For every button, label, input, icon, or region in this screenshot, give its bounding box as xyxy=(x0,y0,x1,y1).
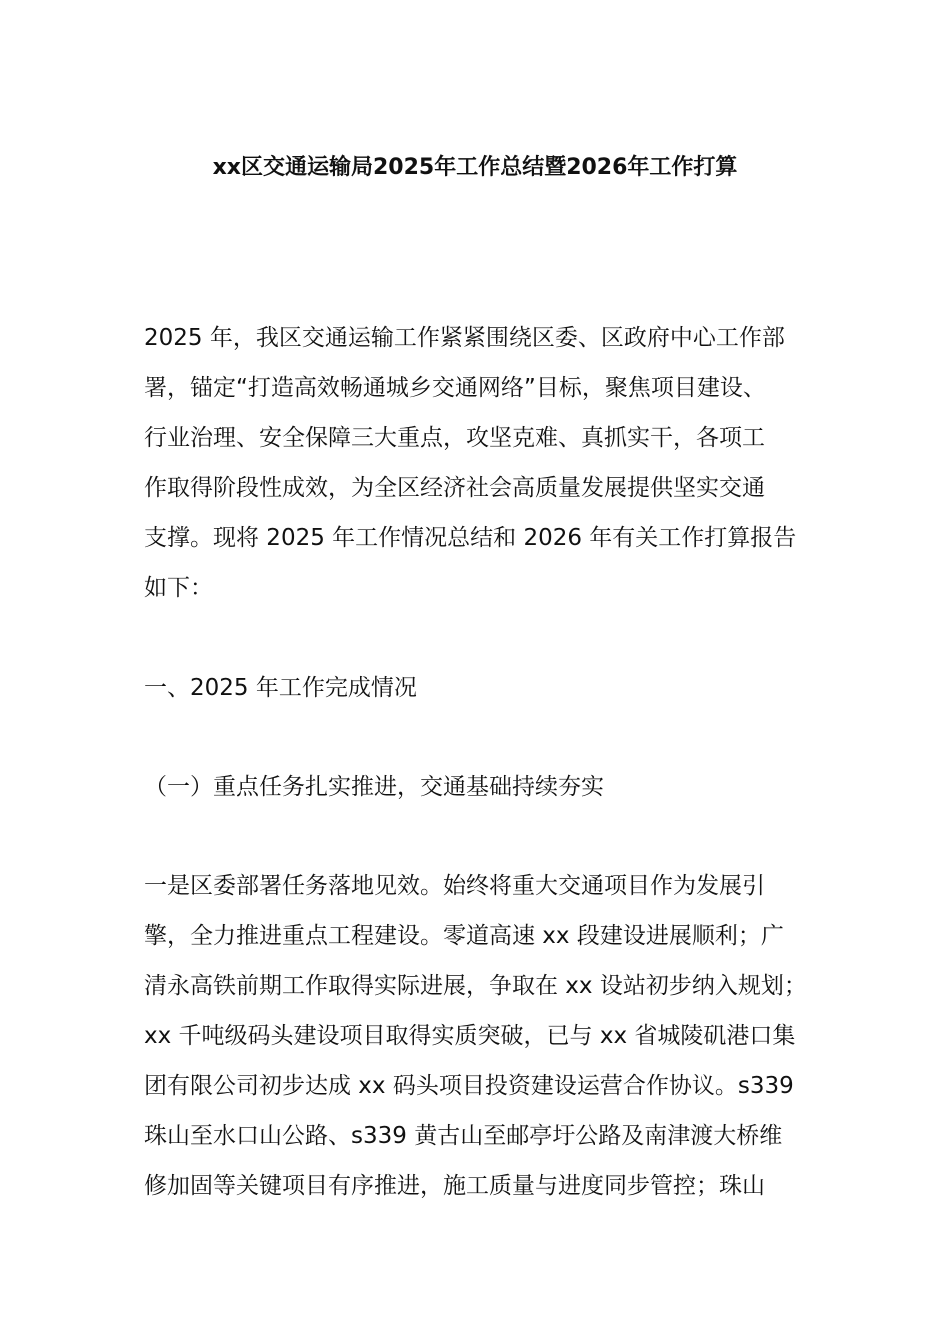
intro-line: 2025 年，我区交通运输工作紧紧围绕区委、区政府中心工作部 xyxy=(144,325,785,351)
subsection-heading: （一）重点任务扎实推进，交通基础持续夯实 xyxy=(144,774,604,800)
section-heading: 一、2025 年工作完成情况 xyxy=(144,675,417,701)
body-line: 珠山至水口山公路、s339 黄古山至邮亭圩公路及南津渡大桥维 xyxy=(144,1123,783,1149)
intro-line: 行业治理、安全保障三大重点，攻坚克难、真抓实干，各项工 xyxy=(144,425,765,451)
document-title: xx区交通运输局2025年工作总结暨2026年工作打算 xyxy=(212,155,738,180)
body-line: xx 千吨级码头建设项目取得实质突破，已与 xx 省城陵矶港口集 xyxy=(144,1023,796,1049)
body-line: 擎，全力推进重点工程建设。零道高速 xx 段建设进展顺利；广 xyxy=(144,923,784,949)
intro-line: 署，锚定“打造高效畅通城乡交通网络”目标，聚焦项目建设、 xyxy=(144,375,766,401)
body-line: 团有限公司初步达成 xx 码头项目投资建设运营合作协议。s339 xyxy=(144,1073,794,1099)
body-line: 清永高铁前期工作取得实际进展，争取在 xx 设站初步纳入规划； xyxy=(144,973,807,999)
intro-line: 作取得阶段性成效，为全区经济社会高质量发展提供坚实交通 xyxy=(144,475,765,501)
body-line: 修加固等关键项目有序推进，施工质量与进度同步管控；珠山 xyxy=(144,1173,765,1199)
intro-line: 如下： xyxy=(144,575,213,601)
body-line: 一是区委部署任务落地见效。始终将重大交通项目作为发展引 xyxy=(144,873,765,899)
intro-line: 支撑。现将 2025 年工作情况总结和 2026 年有关工作打算报告 xyxy=(144,525,797,551)
